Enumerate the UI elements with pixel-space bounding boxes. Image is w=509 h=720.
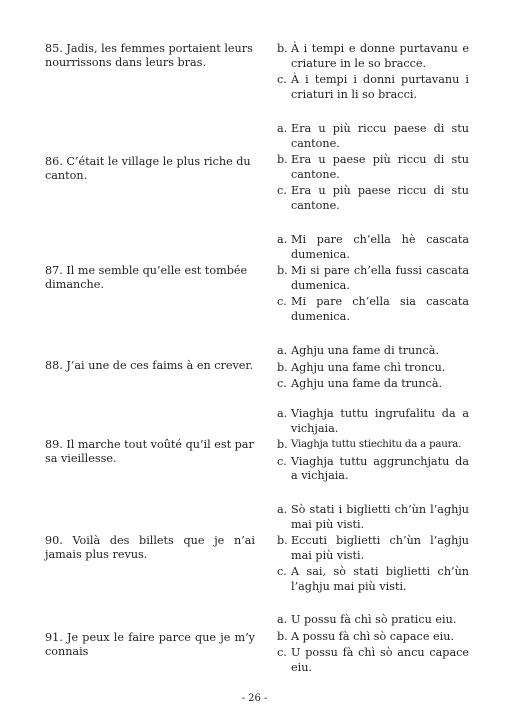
- option-text: Aghju una fame di truncà.: [291, 344, 439, 357]
- page-number: - 26 -: [241, 693, 268, 704]
- option-a: [277, 122, 469, 151]
- option-c: [277, 184, 469, 213]
- option-letter: a.: [277, 233, 288, 246]
- option-a: [277, 503, 469, 532]
- option-c: [277, 455, 469, 484]
- option-b: [277, 438, 469, 453]
- option-letter: c.: [277, 377, 287, 390]
- exercise-item-90: [0, 501, 509, 601]
- option-letter: b.: [277, 360, 288, 374]
- option-c: [277, 377, 469, 392]
- option-letter: c.: [277, 454, 287, 468]
- exercise-item-87: [0, 231, 509, 331]
- option-text: U possu fà chì sò praticu eiu.: [291, 613, 457, 626]
- option-letter: a.: [277, 122, 288, 135]
- option-text: Viaghja tuttu aggrunchjatu da a vichjaia.: [291, 454, 469, 482]
- option-b: [277, 630, 469, 645]
- french-sentence: 91. Je peux le faire parce que je m’y connais: [45, 631, 255, 658]
- french-sentence: 89. Il marche tout voûté qu’il est par sa vieillesse.: [45, 438, 254, 465]
- exercise-item-85: [0, 38, 509, 110]
- option-b: [277, 361, 469, 376]
- option-letter: a.: [277, 613, 288, 626]
- option-text: Era u paese più riccu di stu cantone.: [291, 153, 469, 181]
- option-text: A possu fà chì sò capace eiu.: [291, 629, 454, 643]
- answer-options: [277, 344, 469, 394]
- option-text: Viaghja tuttu stiechitu da a paura.: [291, 439, 462, 450]
- option-letter: b.: [277, 264, 288, 277]
- option-text: Mi pare ch’ella sia cascata dumenica.: [291, 295, 469, 323]
- option-text: Aghju una fame da truncà.: [291, 377, 443, 390]
- option-c: [277, 565, 469, 594]
- option-letter: b.: [277, 438, 288, 451]
- option-text: Sò stati i biglietti ch’ùn l’aghju mai più visti.: [291, 503, 469, 531]
- option-text: A sai, sò stati biglietti ch’ùn l’aghju mai più visti.: [291, 565, 469, 593]
- option-text: À i tempi e donne purtavanu e criature in le so bracce.: [291, 42, 469, 70]
- option-a: [277, 407, 469, 436]
- option-letter: c.: [277, 184, 287, 197]
- french-sentence: 90. Voilà des billets que je n’ai jamais plus revus.: [45, 534, 255, 561]
- option-letter: b.: [277, 153, 288, 166]
- option-text: Aghju una fame chì troncu.: [291, 360, 446, 374]
- exercise-item-89: [0, 405, 509, 490]
- option-a: [277, 613, 469, 628]
- french-sentence: 88. J’ai une de ces faims à en crever.: [45, 359, 254, 372]
- exercise-item-86: [0, 120, 509, 218]
- answer-options: [277, 122, 469, 215]
- option-a: [277, 344, 469, 359]
- option-letter: b.: [277, 42, 288, 55]
- option-b: [277, 42, 469, 71]
- option-c: [277, 73, 469, 102]
- option-text: Era u più riccu paese di stu cantone.: [291, 122, 469, 150]
- option-letter: a.: [277, 503, 288, 516]
- option-letter: b.: [277, 629, 288, 643]
- option-b: [277, 153, 469, 182]
- answer-options: [277, 233, 469, 326]
- option-text: Eccuti biglietti ch’ùn l’aghju mai più visti.: [291, 534, 469, 562]
- option-letter: a.: [277, 407, 288, 420]
- option-b: [277, 534, 469, 563]
- option-text: U possu fà chì sò ancu capace eiu.: [291, 646, 469, 674]
- option-a: [277, 233, 469, 262]
- option-b: [277, 264, 469, 293]
- option-c: [277, 646, 469, 675]
- option-letter: c.: [277, 73, 287, 86]
- french-sentence: 87. Il me semble qu’elle est tombée dimanche.: [45, 264, 248, 291]
- answer-options: [277, 613, 469, 677]
- option-text: À i tempi i donni purtavanu i criaturi in li so bracci.: [291, 73, 469, 101]
- french-sentence: 85. Jadis, les femmes portaient leurs nourrissons dans leurs bras.: [45, 42, 253, 69]
- answer-options: [277, 42, 469, 104]
- option-letter: b.: [277, 534, 288, 547]
- answer-options: [277, 407, 469, 486]
- option-letter: c.: [277, 295, 287, 308]
- option-c: [277, 295, 469, 324]
- option-text: Era u più paese riccu di stu cantone.: [291, 184, 469, 212]
- exercise-item-91: [0, 611, 509, 686]
- option-text: Viaghja tuttu ingrufalitu da a vichjaia.: [291, 407, 469, 435]
- option-text: Mi si pare ch’ella fussi cascata dumenica.: [291, 264, 469, 292]
- answer-options: [277, 503, 469, 596]
- option-text: Mi pare ch’ella hè cascata dumenica.: [291, 233, 469, 261]
- exercise-item-88: [0, 343, 509, 395]
- french-sentence: 86. C’était le village le plus riche du canton.: [45, 155, 251, 182]
- option-letter: c.: [277, 646, 287, 659]
- option-letter: a.: [277, 344, 288, 357]
- option-letter: c.: [277, 565, 287, 578]
